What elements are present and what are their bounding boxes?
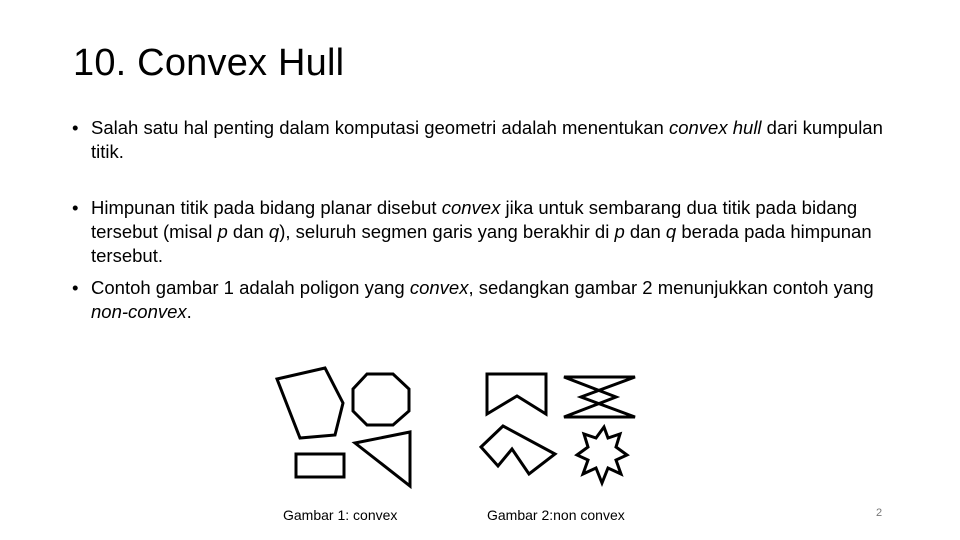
text-run: , sedangkan gambar 2 menunjukkan contoh yang: [468, 277, 874, 298]
bullet-marker: •: [72, 117, 79, 138]
italic-term: q: [268, 221, 280, 242]
figure-2-caption: Gambar 2:non convex: [487, 507, 625, 523]
italic-term: convex hull: [668, 117, 762, 138]
bullet-text: [91, 276, 902, 324]
bullet-item: [72, 196, 902, 268]
convex-shapes-figure: [265, 362, 425, 497]
text-run: Salah satu hal penting dalam komputasi geometri adalah menentukan: [91, 117, 669, 138]
text-run: ), seluruh segmen garis yang berakhir di: [279, 221, 615, 242]
text-run: berada pada himpunan tersebut.: [91, 221, 872, 266]
bullet-text: [91, 116, 902, 164]
text-run: dan: [227, 221, 269, 242]
italic-term: non-convex: [91, 301, 187, 322]
convex-triangle-shape: [355, 432, 410, 486]
text-run: Himpunan titik pada bidang planar disebut: [91, 197, 442, 218]
italic-term: convex: [409, 277, 469, 298]
bullet-text: [91, 196, 902, 268]
text-run: Contoh gambar 1 adalah poligon yang: [91, 277, 410, 298]
nonconvex-hourglass-shape: [564, 377, 635, 417]
text-run: dan: [624, 221, 666, 242]
convex-octagon-shape: [353, 374, 409, 425]
text-run: jika untuk sembarang dua titik pada bidang tersebut (misal: [91, 197, 858, 242]
nonconvex-star-shape: [577, 427, 627, 483]
text-run: dari kumpulan titik.: [91, 117, 883, 162]
italic-term: p: [614, 221, 625, 242]
nonconvex-arrow-shape: [481, 426, 555, 474]
bullet-item: [72, 276, 902, 324]
page-number: 2: [876, 507, 883, 519]
convex-pentagon-shape: [277, 368, 343, 438]
nonconvex-notched-shape: [487, 374, 546, 414]
italic-term: q: [665, 221, 677, 242]
convex-rectangle-shape: [296, 454, 344, 477]
italic-term: convex: [441, 197, 501, 218]
italic-term: p: [217, 221, 228, 242]
nonconvex-shapes-figure: [475, 362, 650, 497]
slide-title: 10. Convex Hull: [73, 42, 345, 84]
bullet-item: [72, 116, 902, 164]
figure-1-caption: Gambar 1: convex: [283, 507, 398, 523]
text-run: .: [186, 301, 192, 322]
bullet-list: [72, 116, 902, 324]
bullet-marker: •: [72, 277, 79, 298]
bullet-marker: •: [72, 197, 79, 218]
